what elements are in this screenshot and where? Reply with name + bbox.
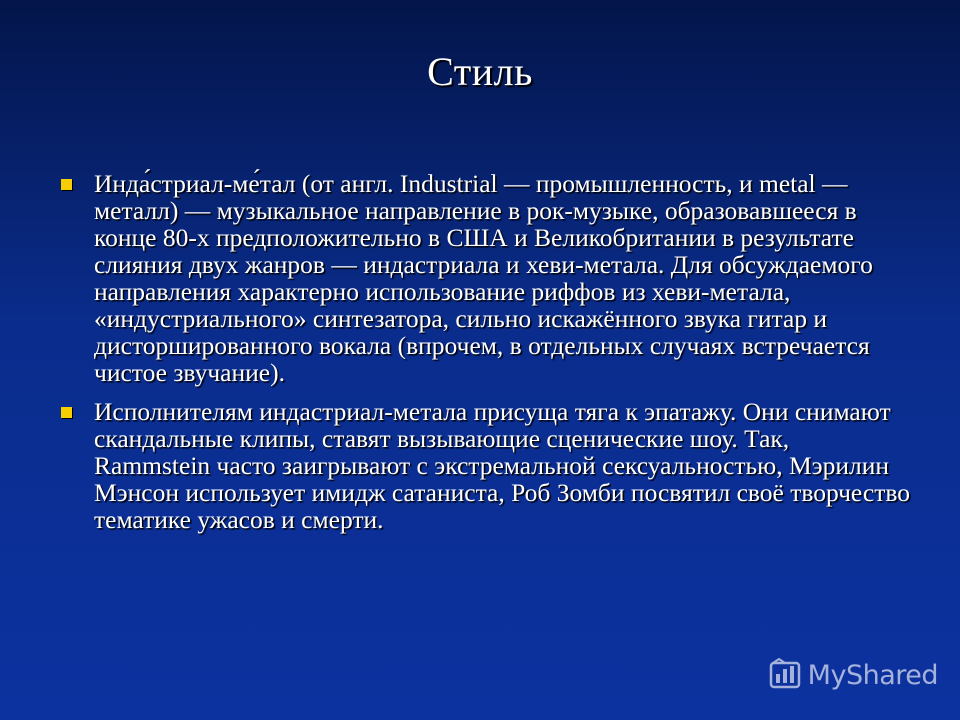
bullet-square-icon [61, 179, 72, 190]
bullet-text: Исполнителям индастриал-метала присуща тяга к эпатажу. Они снимают скандальные клипы, ставят вызывающие сценические шоу. Так, Rammstein часто заигрывают с экстремальной сексуальностью, Мэрилин Мэнсон использует имидж сатаниста, Роб Зомби посвятил своё творчество тематике ужасов и смерти. [94, 397, 910, 534]
bullet-square-icon [61, 407, 72, 418]
bullet-item [60, 170, 910, 386]
bullet-text: Инда́стриал-ме́тал (от англ. Industrial — промышленность, и metal — металл) — музыкальное направление в рок-музыке, образовавшееся в конце 80-х предположительно в США и Великобритании в результате слияния двух жанров — индастриала и хеви-метала. Для обсуждаемого направления характерно использование риффов из хеви-метала, «индустриального» синтезатора, сильно искажённого звука гитар и дисторшированного вокала (впрочем, в отдельных случаях встречается чистое звучание). [94, 169, 873, 387]
slide-content [60, 170, 910, 545]
myshared-logo-icon [768, 658, 802, 692]
slide-title: Стиль [427, 49, 533, 94]
bullet-item [60, 398, 910, 533]
watermark [768, 658, 938, 692]
watermark-text: MyShared [807, 659, 938, 691]
